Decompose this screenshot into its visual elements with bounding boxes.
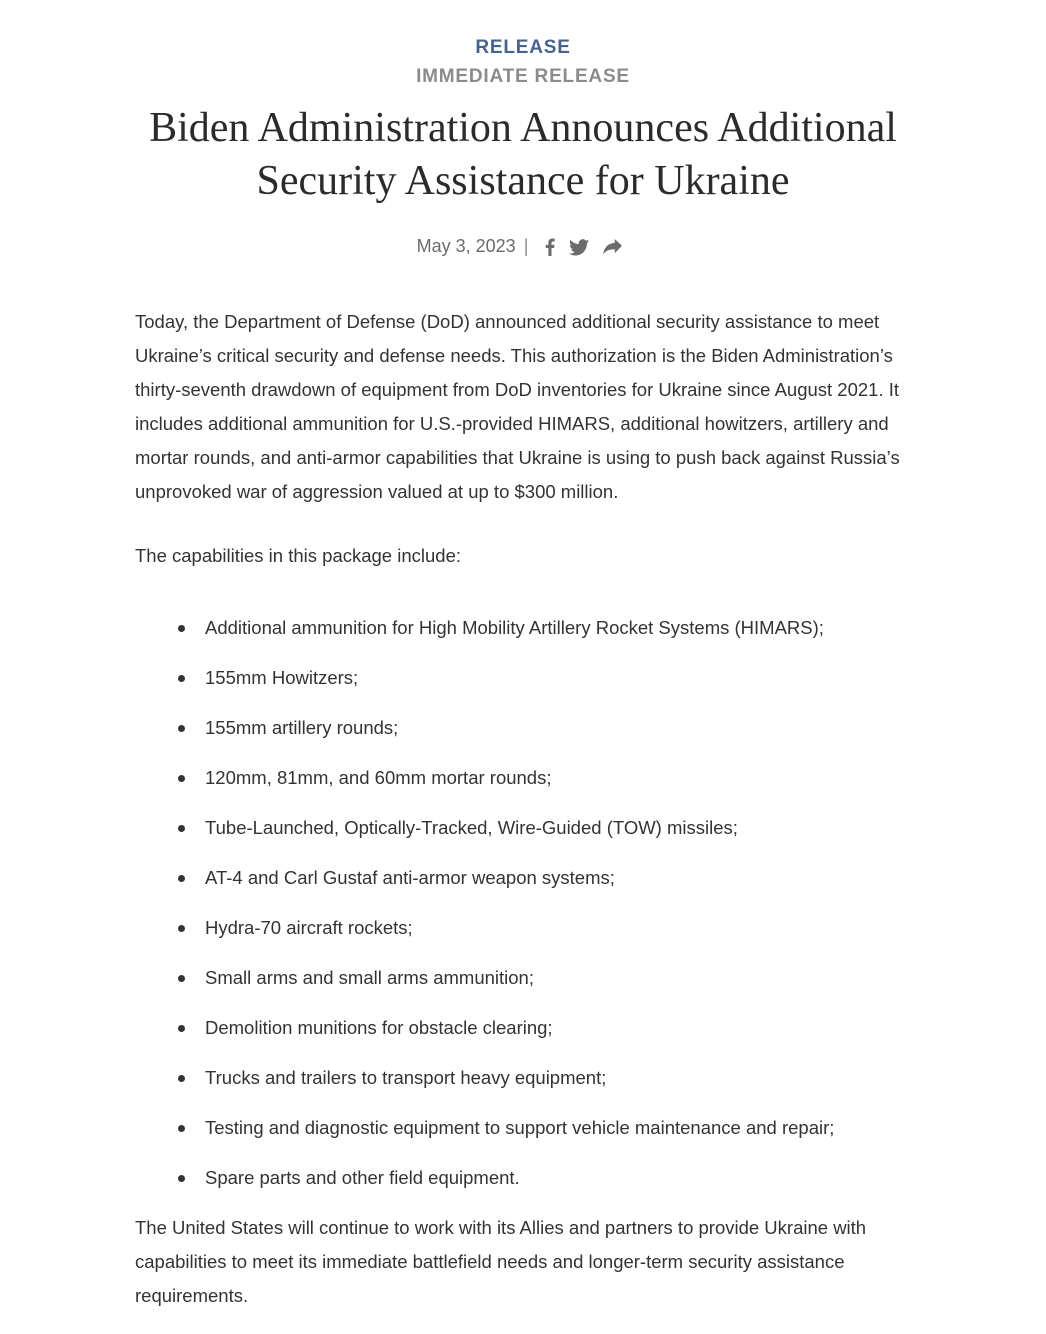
list-item-text: 120mm, 81mm, and 60mm mortar rounds; — [205, 767, 552, 788]
list-item — [135, 911, 935, 945]
release-type: IMMEDIATE RELEASE — [416, 66, 630, 87]
list-item — [135, 761, 935, 795]
list-item-text: Testing and diagnostic equipment to support vehicle maintenance and repair; — [205, 1117, 835, 1138]
list-item — [135, 1011, 935, 1045]
list-item-text: Demolition munitions for obstacle clearing; — [205, 1017, 553, 1038]
list-item-text: Tube-Launched, Optically-Tracked, Wire-Guided (TOW) missiles; — [205, 817, 738, 838]
list-item-text: 155mm artillery rounds; — [205, 717, 399, 738]
bullet-icon — [178, 775, 185, 782]
list-item-text: Spare parts and other field equipment. — [205, 1167, 520, 1188]
list-item-text: Additional ammunition for High Mobility Artillery Rocket Systems (HIMARS); — [205, 617, 824, 638]
article-meta — [0, 234, 1046, 258]
list-item — [135, 811, 935, 845]
bullet-icon — [178, 1175, 185, 1182]
bullet-icon — [178, 1075, 185, 1082]
share-icon[interactable] — [603, 239, 622, 255]
bullet-icon — [178, 925, 185, 932]
page-title: Biden Administration Announces Additional Security Assistance for Ukraine — [149, 105, 897, 204]
closing-paragraph: The United States will continue to work with its Allies and partners to provide Ukraine with capabilities to meet its immediate battlefield needs and longer-term security assistance requirements. — [135, 1217, 867, 1306]
list-item — [135, 861, 935, 895]
list-item — [135, 1161, 935, 1195]
capabilities-lead: The capabilities in this package include: — [135, 545, 461, 566]
publish-date: May 3, 2023 — [416, 236, 516, 256]
release-kicker[interactable]: RELEASE — [475, 37, 571, 58]
list-item — [135, 1111, 935, 1145]
list-item — [135, 961, 935, 995]
list-item — [135, 661, 935, 695]
bullet-icon — [178, 875, 185, 882]
bullet-icon — [178, 1025, 185, 1032]
bullet-icon — [178, 725, 185, 732]
list-item-text: Trucks and trailers to transport heavy equipment; — [205, 1067, 607, 1088]
capabilities-list — [135, 611, 935, 1195]
bullet-icon — [178, 825, 185, 832]
bullet-icon — [178, 1125, 185, 1132]
list-item — [135, 1061, 935, 1095]
bullet-icon — [178, 625, 185, 632]
twitter-icon[interactable] — [569, 239, 589, 256]
list-item-text: Hydra-70 aircraft rockets; — [205, 917, 413, 938]
list-item-text: 155mm Howitzers; — [205, 667, 359, 688]
article-body — [135, 305, 935, 1313]
list-item-text: Small arms and small arms ammunition; — [205, 967, 534, 988]
meta-separator: | — [523, 236, 529, 256]
list-item — [135, 611, 935, 645]
list-item-text: AT-4 and Carl Gustaf anti-armor weapon systems; — [205, 867, 615, 888]
facebook-icon[interactable] — [545, 238, 555, 256]
bullet-icon — [178, 675, 185, 682]
list-item — [135, 711, 935, 745]
bullet-icon — [178, 975, 185, 982]
intro-paragraph: Today, the Department of Defense (DoD) announced additional security assistance to meet Ukraine’s critical security and defense needs. This authorization is the Biden Administration’s thirty-seventh drawdown of equipment from DoD inventories for Ukraine since August 2021. It includes additional ammunition for U.S.-provided HIMARS, additional howitzers, artillery and mortar rounds, and anti-armor capabilities that Ukraine is using to push back against Russia’s unprovoked war of aggression valued at up to $300 million. — [135, 311, 900, 502]
